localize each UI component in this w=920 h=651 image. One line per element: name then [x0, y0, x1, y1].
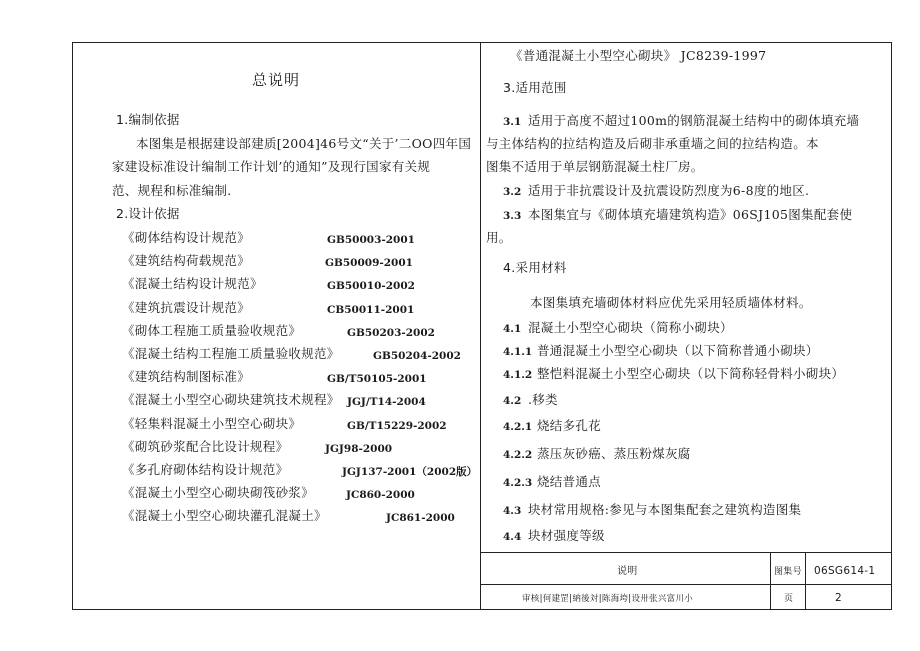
- reference-name: 《建筑抗震设计规范》: [122, 299, 251, 315]
- section-4-intro: 本图集填充墙砌体材料应优先采用轻质墙体材料。: [530, 295, 812, 310]
- item-text: 蒸压灰砂癌、蒸压粉煤灰腐: [537, 446, 691, 461]
- page-label: 页: [784, 594, 794, 604]
- reference-name: 《建筑结构荷载规范》: [122, 253, 251, 269]
- item-text: 烧结普通点: [537, 474, 602, 489]
- item-text: 与主体结构的拉结构造及后砌非承重墙之间的拉结构造。本: [486, 136, 819, 151]
- reference-name: 《砌体工程施工质量验收规范》: [122, 322, 302, 338]
- item-text: 适用于非抗震设计及抗震设防烈度为6-8度的地区.: [528, 183, 810, 198]
- atlas-number: 06SG614-1: [814, 565, 876, 577]
- reference-code: JGJ137-2001（2002版）: [342, 466, 478, 478]
- atlas-number-label: 图集号: [774, 567, 802, 577]
- item-number: 3.3: [503, 210, 522, 222]
- title-block-name: 说明: [617, 566, 638, 577]
- item-text: 普通混凝土小型空心砌块（以下简称普通小砌块）: [537, 343, 819, 358]
- reference-code: GB/T50105-2001: [327, 373, 427, 386]
- item-number: 4.2.2: [503, 449, 533, 461]
- signature-row: 审核|何建罡|納後対|陈海垮|设卅张兴富川小: [522, 594, 694, 604]
- item-number: 4.3: [503, 505, 522, 517]
- reference-name: 《轻集料混凝土小型空心砌块》: [122, 415, 302, 431]
- section-4-heading: 4.采用材料: [503, 260, 567, 275]
- reference-code: GB50009-2001: [325, 257, 413, 270]
- item-text: 块材常用规格:参见与本图集配套之建筑构造图集: [528, 502, 802, 517]
- section-1-line: 家建设标准设计编制工作计划’的通知”及现行国家有关规: [112, 159, 431, 174]
- reference-code: GB50010-2002: [327, 280, 415, 293]
- reference-name: 《混凝土结构工程施工质量验收规范》: [122, 346, 340, 361]
- item-text: 整恺料混凝土小型空心砌块（以下简称轻骨料小砌块）: [537, 366, 845, 381]
- reference-name: 《混凝土小型空心砌块建筑技术规程》: [122, 392, 340, 408]
- title-block-rule: [805, 552, 806, 610]
- item-text: 用。: [486, 230, 512, 245]
- reference-name: 《多孔府砌体结构设计规范》: [122, 462, 289, 477]
- reference-code: GB50204-2002: [373, 350, 461, 362]
- reference-code: GB50003-2001: [327, 234, 415, 246]
- reference-code: CB50011-2001: [327, 303, 415, 316]
- column-divider: [480, 42, 481, 610]
- item-text: 块材强度等级: [528, 528, 605, 543]
- section-1-line: 本图集是根据建设部建质[2004]46号文“关于’二OO四年国: [136, 136, 472, 151]
- reference-name: 《建筑结构制图标准》: [122, 369, 251, 385]
- item-text: 图集不适用于单层钢筋混凝土柱厂房。: [486, 159, 704, 174]
- title-block-rule: [480, 584, 892, 585]
- item-number: 4.2.1: [503, 421, 533, 433]
- item-number: 3.1: [503, 116, 522, 128]
- section-1-line: 范、规程和标准编制.: [112, 183, 232, 198]
- item-number: 4.2.3: [503, 477, 533, 489]
- reference-name: 《混凝土小型空心砌块灌孔混凝土》: [122, 508, 327, 524]
- item-number: 4.4: [503, 531, 522, 543]
- item-number: 3.2: [503, 186, 522, 198]
- reference-name: 《混凝土小型空心砌块砌筏砂浆》: [122, 485, 315, 501]
- reference-code: JGJ/T14-2004: [347, 396, 426, 409]
- page-number: 2: [835, 592, 842, 604]
- reference-name: 《砌筑砂浆配合比设计规程》: [122, 438, 289, 454]
- section-2-heading: 2.设计依据: [116, 206, 180, 221]
- title-block-rule: [770, 552, 771, 610]
- section-1-heading: 1.编制依据: [116, 112, 180, 127]
- item-text: 烧结多孔花: [537, 418, 602, 433]
- reference-name: 《混凝土结构设计规范》: [122, 276, 263, 292]
- item-number: 4.2: [503, 395, 522, 407]
- reference-code: JC860-2000: [346, 489, 415, 502]
- page-title: 总说明: [252, 71, 301, 89]
- item-text: 混凝土小型空心砌块（简称小砌块）: [528, 320, 733, 335]
- item-number: 4.1.2: [503, 369, 533, 381]
- item-text: .移类: [528, 392, 558, 407]
- item-text: 本图集宜与《砌体填充墙建筑构造》06SJ105图集配套使: [528, 207, 853, 222]
- item-number: 4.1.1: [503, 346, 533, 358]
- reference-code: GB50203-2002: [347, 326, 435, 339]
- reference-code: GB/T15229-2002: [347, 419, 447, 432]
- item-number: 4.1: [503, 323, 522, 335]
- reference-name: 《砌体结构设计规范》: [122, 230, 251, 245]
- reference-code: JC861-2000: [386, 512, 455, 525]
- top-header: 《普通混凝土小型空心砌块》 JC8239-1997: [510, 48, 767, 63]
- reference-code: JGJ98-2000: [325, 442, 393, 455]
- item-text: 适用于高度不超过100m的钢筋混凝土结构中的砌体填充墙: [528, 113, 860, 128]
- section-3-heading: 3.适用范围: [503, 80, 567, 95]
